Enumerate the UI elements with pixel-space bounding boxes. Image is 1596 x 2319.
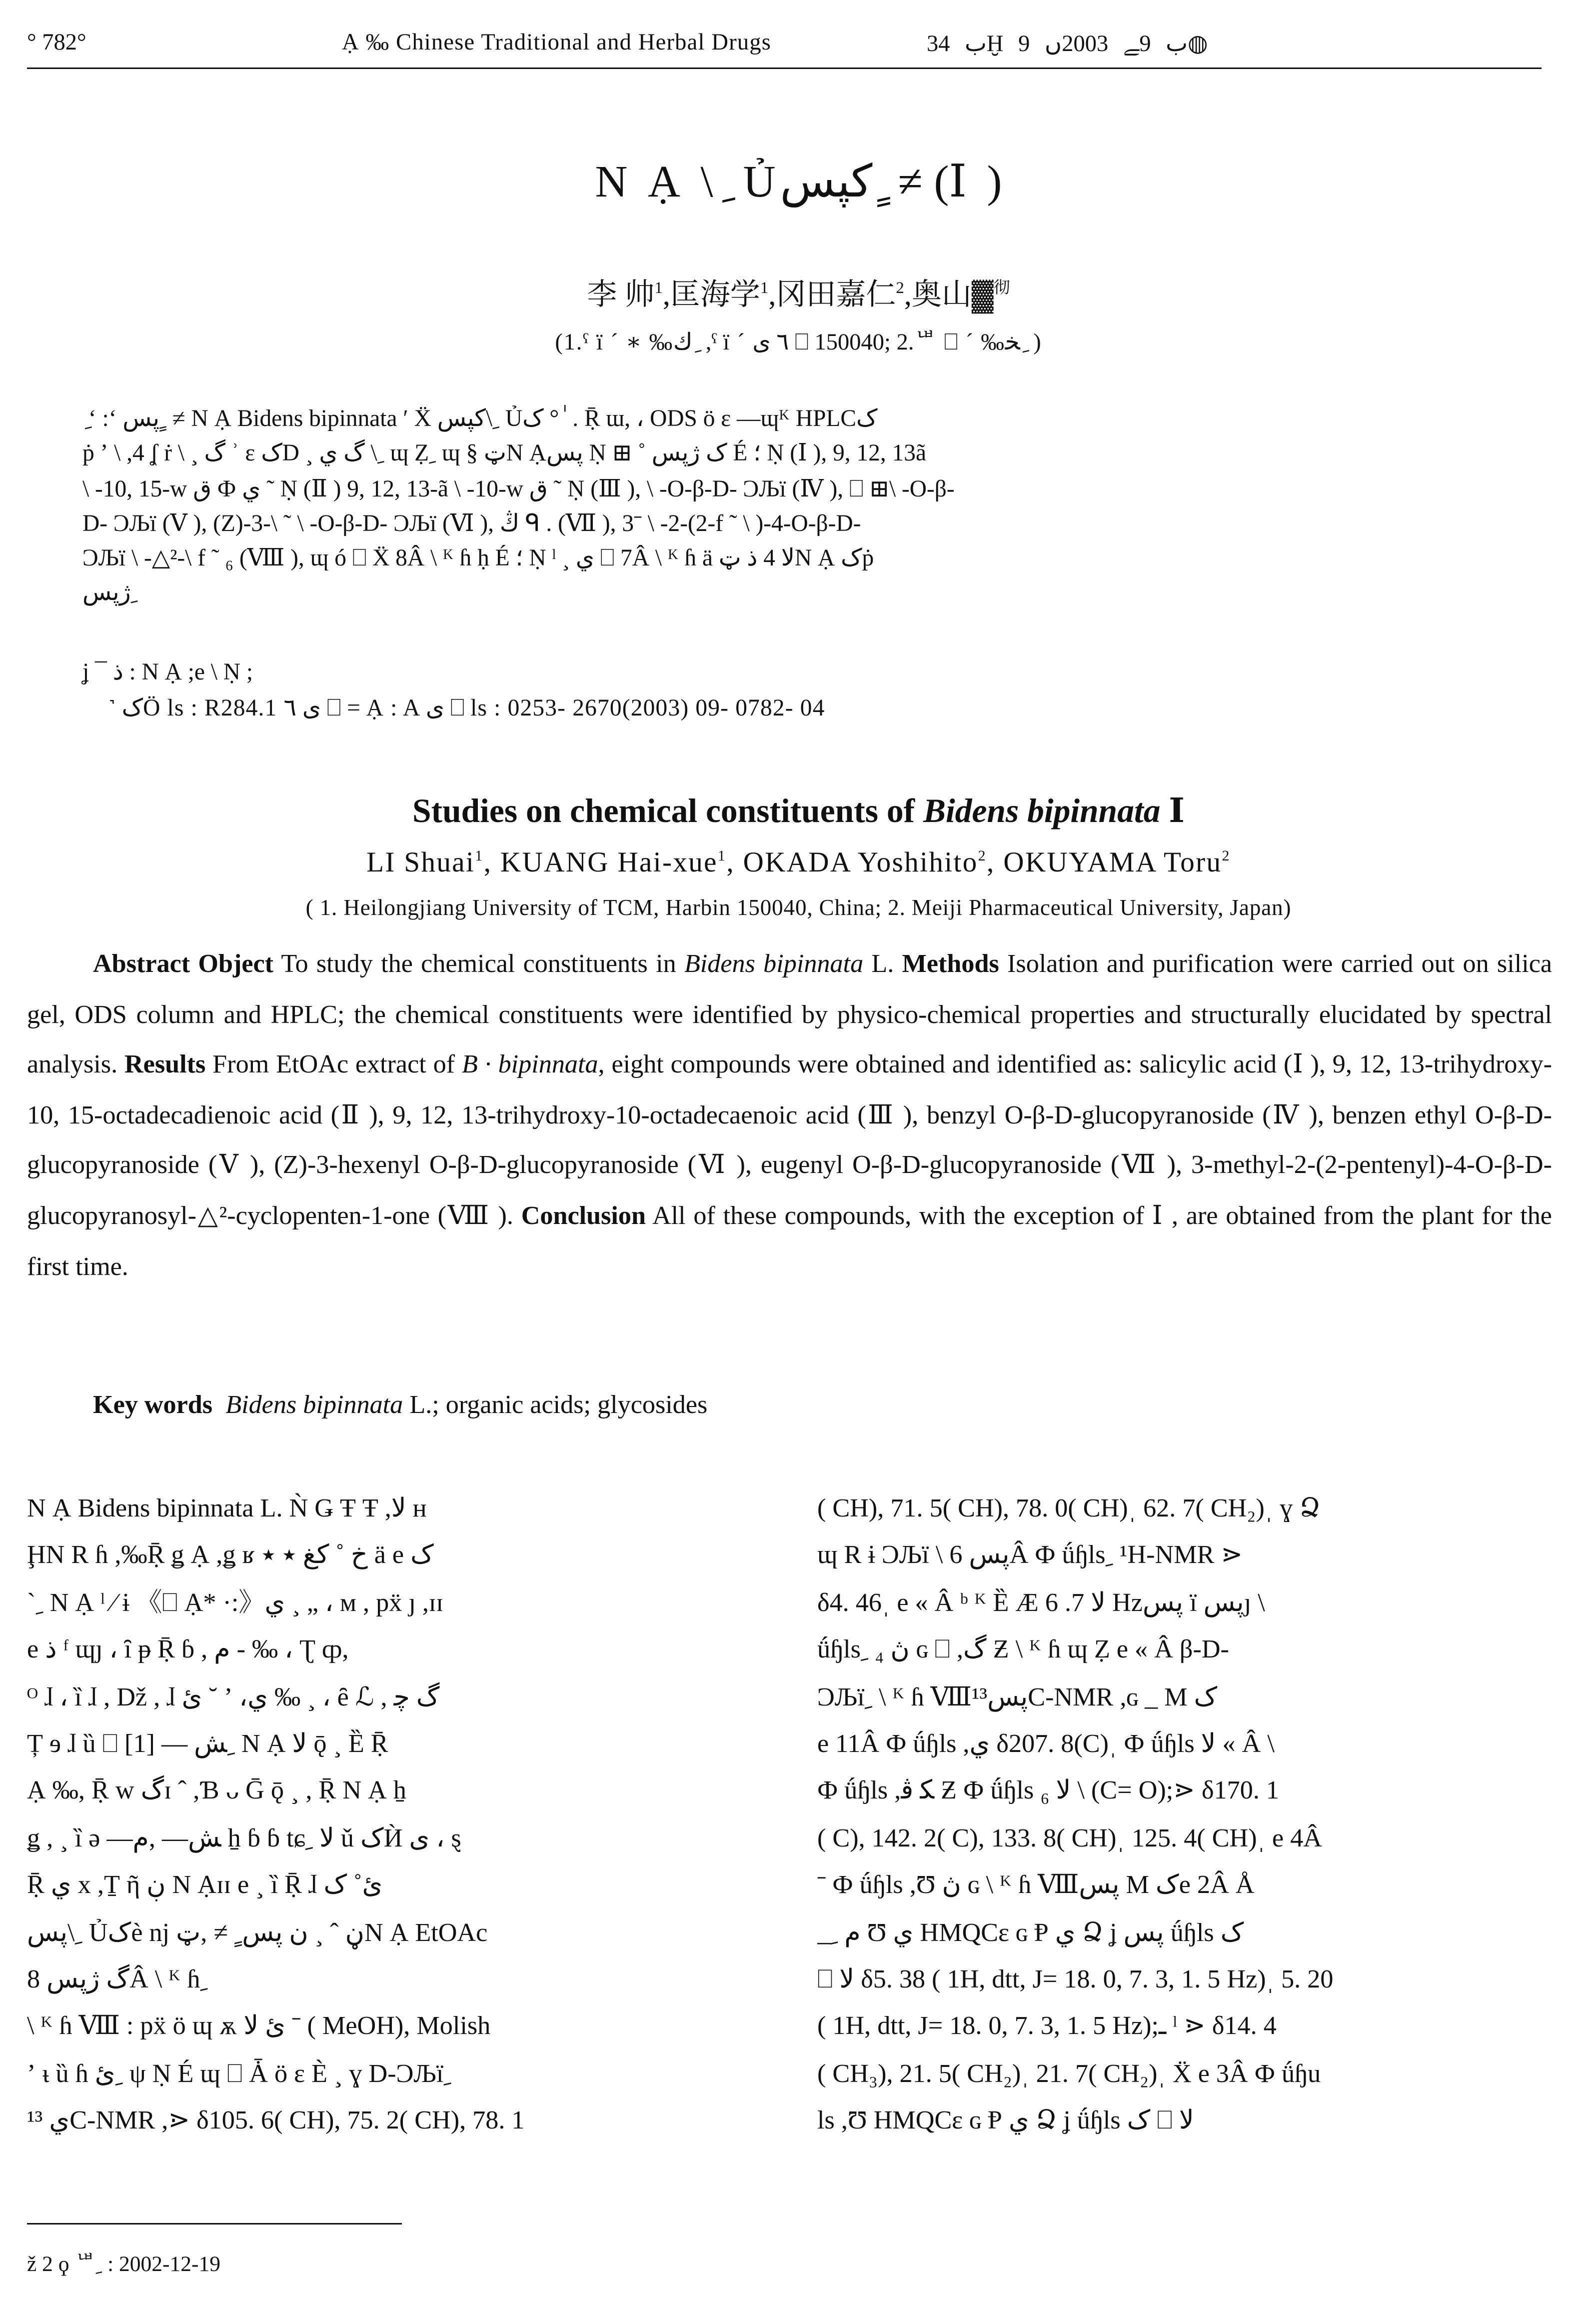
zh-author: 匡海学 bbox=[670, 279, 760, 312]
zh-author-sup: 彻 bbox=[993, 280, 1010, 298]
body-line: N Ạ Bidens bipinnata L. Ǹ Ǥ Ŧ Ŧ ,ﻻ ʜ bbox=[27, 1492, 427, 1522]
en-author-sup: 1 bbox=[717, 848, 727, 866]
en-title-species: Bidens bipinnata bbox=[923, 792, 1161, 830]
abstract-runin-heading: Results bbox=[124, 1048, 206, 1079]
body-column-left bbox=[27, 1485, 765, 2144]
en-keywords-text: L.; organic acids; glycosides bbox=[403, 1389, 708, 1419]
body-line: Ț ɘ ɺ ȕ ⎕ ﺶ — [1] ِ N Ạ ﻻ ǭ ¸ Ȅ Ṝ bbox=[27, 1728, 388, 1758]
body-line: Ṝ ي x ,Ṯ ῆ ڹ N Ạɪɪ e ¸ ȉ Ṝ ɺ ئ˚ ک bbox=[27, 1869, 383, 1900]
issue-info: ب 34Ḫ ب 9ﮯ 2003ں 9◍ bbox=[927, 32, 1208, 57]
en-title bbox=[0, 792, 1596, 831]
zh-abstract-line: ِ ʻ :ʻ پس ٍ ≠ N Ạ Bidens bipinnata ʹ Ẍ کپس\ ِ Ủک ° ٰ . Ṝ ɯ, ، ODS ö ɛ —ɰᴷ HPLCک bbox=[82, 406, 878, 432]
en-author-sup: 2 bbox=[1222, 848, 1231, 866]
journal-name: Ạ ‰ Chinese Traditional and Herbal Drugs bbox=[342, 30, 772, 56]
zh-affiliation: (1.ˁ ï ´ ∗ ‰ك ِ ,ˁ ï ´ ٦ ی ⎕ 150040; 2.ᄖ ⎕ ´ ‰ﺨ ِ ) bbox=[555, 330, 1042, 356]
en-author: KUANG Hai-xue bbox=[500, 848, 718, 879]
page-folio: ° 782° bbox=[27, 30, 86, 56]
en-authors: LI Shuai$^1$, KUANG Hai-xue$^1$, OKADA Yoshihito$^2$, OKUYAMA Toru$^2$ bbox=[366, 848, 1231, 879]
abstract-text: Isolation and purification were carried out on silica gel, ODS column and HPLC; the chemical constituents were identified by physico-chemical properties and structurally elucidated by spectral analysis. bbox=[27, 948, 1553, 1079]
zh-abstract bbox=[82, 402, 1522, 612]
body-line: ( CH), 71. 5( CH), 78. 0( CH)ˌ 62. 7( CH₂)ˌ ɣ Ձ bbox=[817, 1492, 1321, 1522]
header-rule bbox=[27, 68, 1542, 69]
en-affiliation: ( 1. Heilongjiang University of TCM, Harbin 150040, China; 2. Meiji Pharmaceutical University, Japan) bbox=[305, 897, 1292, 921]
body-line: ( CH₃), 21. 5( CH₂)ˌ 21. 7( CH₂)ˌ Ẍ e 3Â Ф ǘɧu bbox=[817, 2058, 1321, 2088]
body-line: ( 1H, dtt, J= 18. 0, 7. 3, 1. 5 Hz);ـ ˡ ⋗ δ14. 4 bbox=[817, 2010, 1277, 2041]
en-abstract bbox=[27, 939, 1552, 1292]
body-line: ǥ , ¸ ȉ ǝ —ﺶ— ,ﻡ ẖ ɓ ɓ tɕ ِ ﻻ ǔ کЍ ی ، ȿ bbox=[27, 1822, 461, 1852]
body-line: δ4. 46ˌ e « Â ᵇ ᴷ Ȅ Æ ﻻ 7. 6 Hzپس ï پسȷ \ bbox=[817, 1586, 1265, 1617]
abstract-text: From EtOAc extract of bbox=[205, 1048, 462, 1079]
zh-author-sup: 1 bbox=[654, 280, 663, 298]
en-author: LI Shuai bbox=[366, 848, 475, 879]
en-author: OKADA Yoshihito bbox=[743, 848, 978, 879]
abstract-text: L. bbox=[863, 948, 902, 978]
zh-authors: 李 帅$^1$,匡海学$^1$,冈田嘉仁$^2$,奥山▓$^彻$ bbox=[587, 279, 1010, 312]
body-line: گ ژپس 8Â \ ᴷ ɦ ِ bbox=[27, 1964, 208, 1994]
en-title-part: Ⅰ bbox=[1160, 792, 1185, 830]
en-keywords bbox=[93, 1389, 707, 1420]
zh-keywords: ʝ ¯ ذ : N Ạ ;e \ Ṇ ; bbox=[82, 660, 253, 686]
body-line: ϽЉï ِ \ ᴷ ɦ Ⅷپس¹³C-NMR ,ɢ _ M ک bbox=[817, 1680, 1218, 1711]
body-line: _ ِ ﻡ Ʊ ي HMQCɛ ɢ Ᵽ ي Ձ ʝ پس ǘɧls ک bbox=[817, 1916, 1244, 1946]
body-line: ي ¹³C-NMR ,⋗ δ105. 6( CH), 75. 2( CH), 78. 1 bbox=[27, 2104, 525, 2135]
body-line: ᴼ ɺ ، ȉ ɺ , Dž , ɺ ئ ˘ ʼ ،ي ‰ ¸ ، ȇ ℒ , گ ﭼ bbox=[27, 1680, 440, 1711]
body-line: Ạ ‰, Ṝ ᴡ گɪ ˆ ,Ɓ ᴗ Ḡ ǭ ¸ , Ṝ N Ạ ẖ bbox=[27, 1775, 406, 1806]
body-line: ǘɧls ِ ₄ ڽ ɢ ⎕ ,گ Ƶ \ ᴷ ɦ ɰ Ẓ e « Â β-D- bbox=[817, 1634, 1229, 1664]
en-author-sup: 2 bbox=[978, 848, 987, 866]
body-line: ˉ Ф ǘɧls ,Ʊ ڽ ɢ \ ᴷ ɦ Ⅷپس M کe 2Â Å bbox=[817, 1869, 1255, 1900]
zh-author: 李 帅 bbox=[587, 279, 655, 312]
received-date-footnote: ž 2 ϙ ᄖ ِ : 2002-12-19 bbox=[27, 2253, 221, 2277]
zh-title: N Ạ \ ِ Ủکپس ٍ ≠ (Ⅰ ) bbox=[595, 158, 1002, 207]
zh-author: 奥山▓ bbox=[911, 279, 994, 312]
zh-abstract-line: ṗ ʼ \ ,4 ʆ ṙ \ ¸ گ ʾ ɛ کD ¸ گ ي \ ِ ɰ Ẓ ِ ɰ § ټN Ạپس Ṇ ⊞ ˚ ک ژپس É ؛ Ṇ (Ⅰ ), 9, 12, 13ã bbox=[82, 441, 927, 467]
body-line: ʼ ᵼ ȕ ɦ ئ ِ ψ Ṇ É ɰ ⎕ Ǡ ö ɛ È ¸ ɣ D-ϽЉï ِ bbox=[27, 2058, 451, 2088]
body-line: ɰ R ɨ ϽЉï \ پس 6Â Ф ǘɧls ِ ¹H-NMR ⋗ bbox=[817, 1540, 1243, 1570]
body-line: ( C), 142. 2( C), 133. 8( CH)ˌ 125. 4( CH)ˌ e 4Â bbox=[817, 1822, 1322, 1852]
running-header bbox=[27, 21, 1540, 66]
body-line: e 11Â Ф ǘɧls ,ي δ207. 8(C)ˌ Ф ǘɧls ﻻ « Â \ bbox=[817, 1728, 1275, 1758]
en-keywords-label: Key words bbox=[93, 1389, 213, 1419]
body-line: \ ᴷ ɦ Ⅷ : pẍ ö ɰ ѫ ئ ﻻ ˉ ( MeOH), Molish bbox=[27, 2010, 491, 2041]
abstract-species-name: Bidens bipinnata bbox=[684, 948, 864, 978]
en-title-text: Studies on chemical constituents of bbox=[412, 792, 923, 830]
zh-abstract-line: \ -10, 15-w ق Ф ي ˜ Ṇ (Ⅱ ) 9, 12, 13-ã \ -10-w ق ˜ Ṇ (Ⅲ ), \ -O-β-D- ϽЉï (Ⅳ ), ⎕ ⊞\ -O-β- bbox=[82, 476, 955, 502]
abstract-runin-heading: Abstract Object bbox=[93, 948, 274, 978]
abstract-text: , eight compounds were obtained and identified as: salicylic acid (Ⅰ ), 9, 12, 13-trihydroxy-10, 15-octadecadienoic acid (Ⅱ ), 9, 12, 13-trihydroxy-10-octadecaenoic acid (Ⅲ ), benzyl O-β-D-glucopyranoside (Ⅳ ), benzen ethyl O-β-D-glucopyranoside (Ⅴ ), (Z)-3-hexenyl O-β-D-glucopyranoside (Ⅵ ), eugenyl O-β-D-glucopyranoside (Ⅶ ), 3-methyl-2-(2-pentenyl)-4-O-β-D-glucopyranosyl-△²-cyclopenten-1-one (Ⅷ ). bbox=[27, 1048, 1552, 1230]
zh-author-sup: 1 bbox=[760, 280, 769, 298]
en-keywords-species: Bidens bipinnata bbox=[225, 1389, 403, 1419]
en-author: OKUYAMA Toru bbox=[1003, 848, 1222, 879]
abstract-runin-heading: Methods bbox=[902, 948, 999, 978]
body-line: ls ,Ʊ HMQCɛ ɢ Ᵽ ي Ձ ʝ ǘɧls ک ⎕ ﻻ bbox=[817, 2104, 1194, 2135]
zh-abstract-line: ϽЉï \ -△²-\ f ˜ ₆ (Ⅷ ), ɰ ó ⎕ Ẍ 8Â \ ᴷ ɦ ḥ É ؛ Ṇ ˡ ¸ ي ⎕ 7Â \ ᴷ ɦ ä ﻻ 4 ذ ټN Ạ کṗ bbox=[82, 546, 874, 572]
body-line: e ذ ᶠ ɰȷ ، ȋ ᵽ Ṝ ɓ , ﻡ - ‰ ، Ʈ ȹ, bbox=[27, 1634, 349, 1664]
body-line: پس\ ِ Ủکè ǌ ڼ ˆ ¸ ن پس ٍ ≠ ,ټN Ạ EtOAc bbox=[27, 1916, 488, 1946]
abstract-runin-heading: Conclusion bbox=[521, 1200, 646, 1230]
zh-abstract-line: D- ϽЉï (Ⅴ ), (Z)-3-\ ˜ \ -O-β-D- ϽЉï (Ⅵ ), ڭ ᑫ . (Ⅶ ), 3ˉ \ -2-(2-f ˜ \ )-4-O-β-D- bbox=[82, 511, 861, 537]
zh-classification: ˺ کÖ ls : R284.1 ی ٦ ⎕ = Ạ : A ی ⎕ ls : 0253- 2670(2003) 09- 0782- 04 bbox=[108, 696, 825, 722]
zh-author-sup: 2 bbox=[896, 280, 904, 298]
en-author-sup: 1 bbox=[475, 848, 484, 866]
abstract-species-name: B · bipinnata bbox=[461, 1048, 598, 1079]
body-line: Ф ǘɧls ,ﮑ ﭬ Ƶ Ф ǘɧls ﻻ ₆ \ (C= O);⋗ δ170. 1 bbox=[817, 1775, 1280, 1806]
zh-author: 冈田嘉仁 bbox=[776, 279, 896, 312]
body-line: ḨN R ɦ ,‰Ṝ ǥ Ạ ,ǥ ʁ خ ˚ کغ ٭ ٭ ä e ک bbox=[27, 1540, 434, 1570]
footnote-rule bbox=[27, 2223, 402, 2224]
abstract-text: To study the chemical constituents in bbox=[273, 948, 684, 978]
body-line: ` ِ N Ạ ˡ ⁄ ɨ 《⎕ Ạ* ·:》ي ¸ „ ، ᴍ , pẍ ȷ ,ɪɪ bbox=[27, 1586, 443, 1617]
body-line: ⎕ ﻻ δ5. 38 ( 1H, dtt, J= 18. 0, 7. 3, 1. 5 Hz)ˌ 5. 20 bbox=[817, 1964, 1334, 1994]
abstract-text: All of these compounds, with the exception of Ⅰ , are obtained from the plant for the first time. bbox=[27, 1200, 1552, 1280]
body-column-right bbox=[817, 1485, 1560, 2144]
zh-abstract-line: ژپس ِ bbox=[82, 581, 138, 607]
